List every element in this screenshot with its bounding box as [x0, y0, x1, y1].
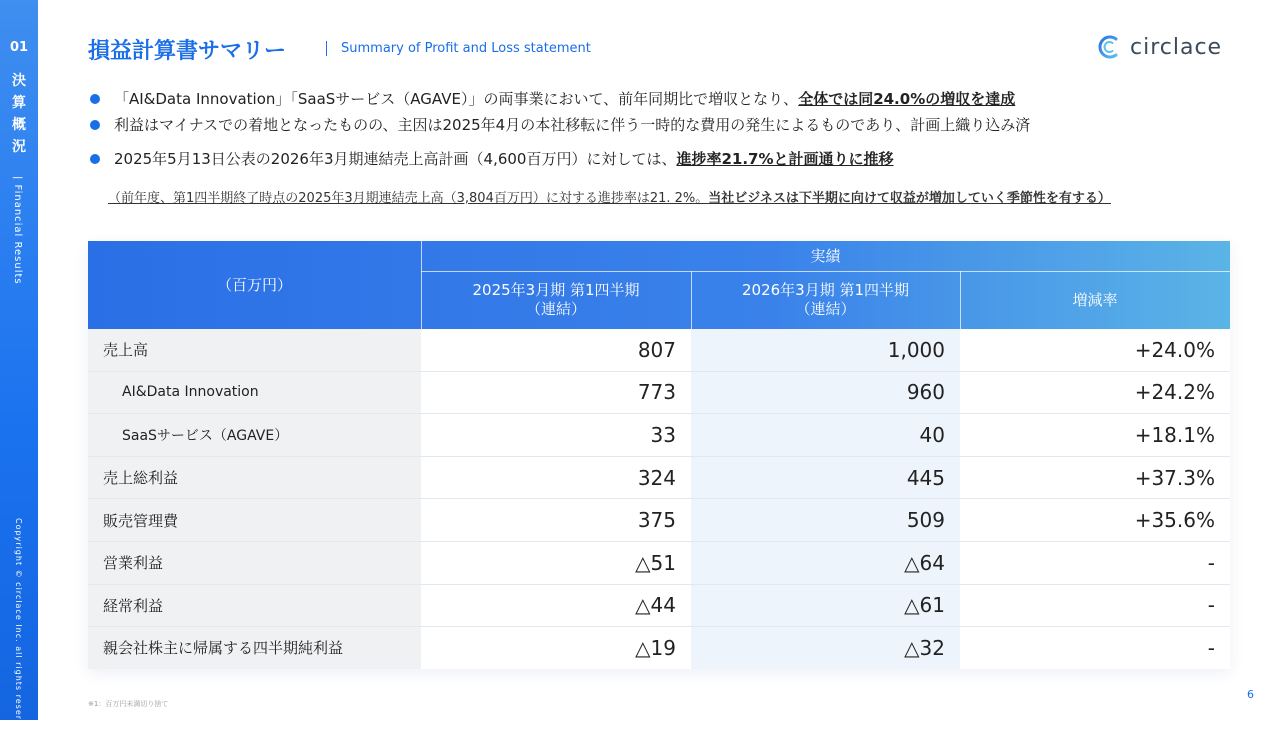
value-fy2026-q1: △61	[691, 585, 960, 627]
bullet-text: 2025年5月13日公表の2026年3月期連結売上高計画（4,600百万円）に対しては、	[114, 150, 677, 168]
bullet-emphasis: 進捗率21.7%と計画通りに推移	[676, 150, 894, 168]
bullet-emphasis: 全体では同24.0%の増収を達成	[798, 90, 1016, 108]
row-label: 売上高	[88, 329, 421, 371]
bullet-text: 利益はマイナスでの着地となったものの、主因は2025年4月の本社移転に伴う一時的な費用の発生によるものであり、計画上織り込み済	[114, 116, 1031, 134]
note-text: （前年度、第1四半期終了時点の2025年3月期連結売上高（3,804百万円）に対する進捗率は21. 2%。	[108, 191, 709, 206]
value-change-rate: +24.2%	[960, 372, 1230, 414]
column-header-text: 2026年3月期 第1四半期 （連結）	[741, 281, 910, 318]
value-fy2025-q1: 324	[421, 457, 691, 499]
bullet-item	[88, 146, 1248, 172]
value-fy2025-q1: 773	[421, 372, 691, 414]
value-fy2025-q1: △44	[421, 585, 691, 627]
value-fy2026-q1: 40	[691, 414, 960, 456]
bullet-text: 「AI&Data Innovation」「SaaSサービス（AGAVE）」の両事業において、前年同期比で増収となり、	[114, 90, 799, 108]
column-header-fy2025-q1	[421, 271, 692, 329]
pl-summary-table	[88, 241, 1230, 669]
value-fy2026-q1: 509	[691, 499, 960, 541]
company-logo	[1096, 34, 1222, 60]
column-header-text: 2025年3月期 第1四半期 （連結）	[472, 281, 640, 318]
section-char: 決	[12, 73, 26, 89]
row-label: 経常利益	[88, 585, 421, 627]
value-change-rate: +18.1%	[960, 414, 1230, 456]
value-change-rate: -	[960, 627, 1230, 669]
summary-bullets	[88, 86, 1248, 172]
table-row	[88, 329, 1230, 372]
note-emphasis: 当社ビジネスは下半期に向けて収益が増加していく季節性を有する）	[708, 191, 1111, 206]
value-fy2026-q1: 960	[691, 372, 960, 414]
value-fy2026-q1: △64	[691, 542, 960, 584]
bullet-item	[88, 112, 1248, 138]
row-label: 営業利益	[88, 542, 421, 584]
bullet-dot-icon	[90, 120, 100, 130]
progress-note	[108, 187, 1111, 206]
page-title: 損益計算書サマリー	[88, 39, 287, 64]
row-label: AI&Data Innovation	[88, 372, 421, 414]
value-change-rate: -	[960, 585, 1230, 627]
table-row	[88, 627, 1230, 669]
table-row	[88, 457, 1230, 500]
row-label: 販売管理費	[88, 499, 421, 541]
bullet-dot-icon	[90, 154, 100, 164]
value-change-rate: +37.3%	[960, 457, 1230, 499]
section-number: 01	[9, 40, 29, 55]
value-fy2025-q1: 375	[421, 499, 691, 541]
table-row	[88, 372, 1230, 415]
value-fy2026-q1: 445	[691, 457, 960, 499]
row-label: SaaSサービス（AGAVE）	[88, 414, 421, 456]
value-change-rate: -	[960, 542, 1230, 584]
page-number: 6	[1247, 688, 1254, 701]
page-subtitle: Summary of Profit and Loss statement	[326, 41, 591, 56]
copyright: Copyright © circlace Inc. all rights reserved.	[14, 518, 23, 741]
table-body	[88, 329, 1230, 669]
section-char: 況	[12, 139, 26, 155]
footnote: ※1：百万円未満切り捨て	[88, 700, 169, 708]
actual-group-header: 実績	[421, 241, 1230, 272]
bullet-dot-icon	[90, 94, 100, 104]
column-header-change-rate: 増減率	[1072, 290, 1118, 309]
value-fy2026-q1: 1,000	[691, 329, 960, 371]
row-label: 売上総利益	[88, 457, 421, 499]
circlace-logo-icon	[1096, 34, 1122, 60]
table-row	[88, 542, 1230, 585]
table-row	[88, 414, 1230, 457]
table-header	[88, 241, 1230, 329]
value-change-rate: +35.6%	[960, 499, 1230, 541]
section-char: 概	[12, 117, 26, 133]
row-label: 親会社株主に帰属する四半期純利益	[88, 627, 421, 669]
table-row	[88, 499, 1230, 542]
sidebar	[0, 0, 38, 741]
table-row	[88, 585, 1230, 628]
value-fy2025-q1: 33	[421, 414, 691, 456]
value-fy2026-q1: △32	[691, 627, 960, 669]
section-title-en: | Financial Results	[12, 176, 23, 285]
bullet-item	[88, 86, 1248, 112]
section-title-vertical	[0, 70, 38, 158]
value-change-rate: +24.0%	[960, 329, 1230, 371]
unit-header: （百万円）	[88, 241, 422, 329]
section-char: 算	[12, 95, 26, 111]
value-fy2025-q1: △51	[421, 542, 691, 584]
column-header-fy2026-q1	[691, 271, 961, 329]
value-fy2025-q1: 807	[421, 329, 691, 371]
value-fy2025-q1: △19	[421, 627, 691, 669]
logo-text: circlace	[1130, 34, 1223, 60]
